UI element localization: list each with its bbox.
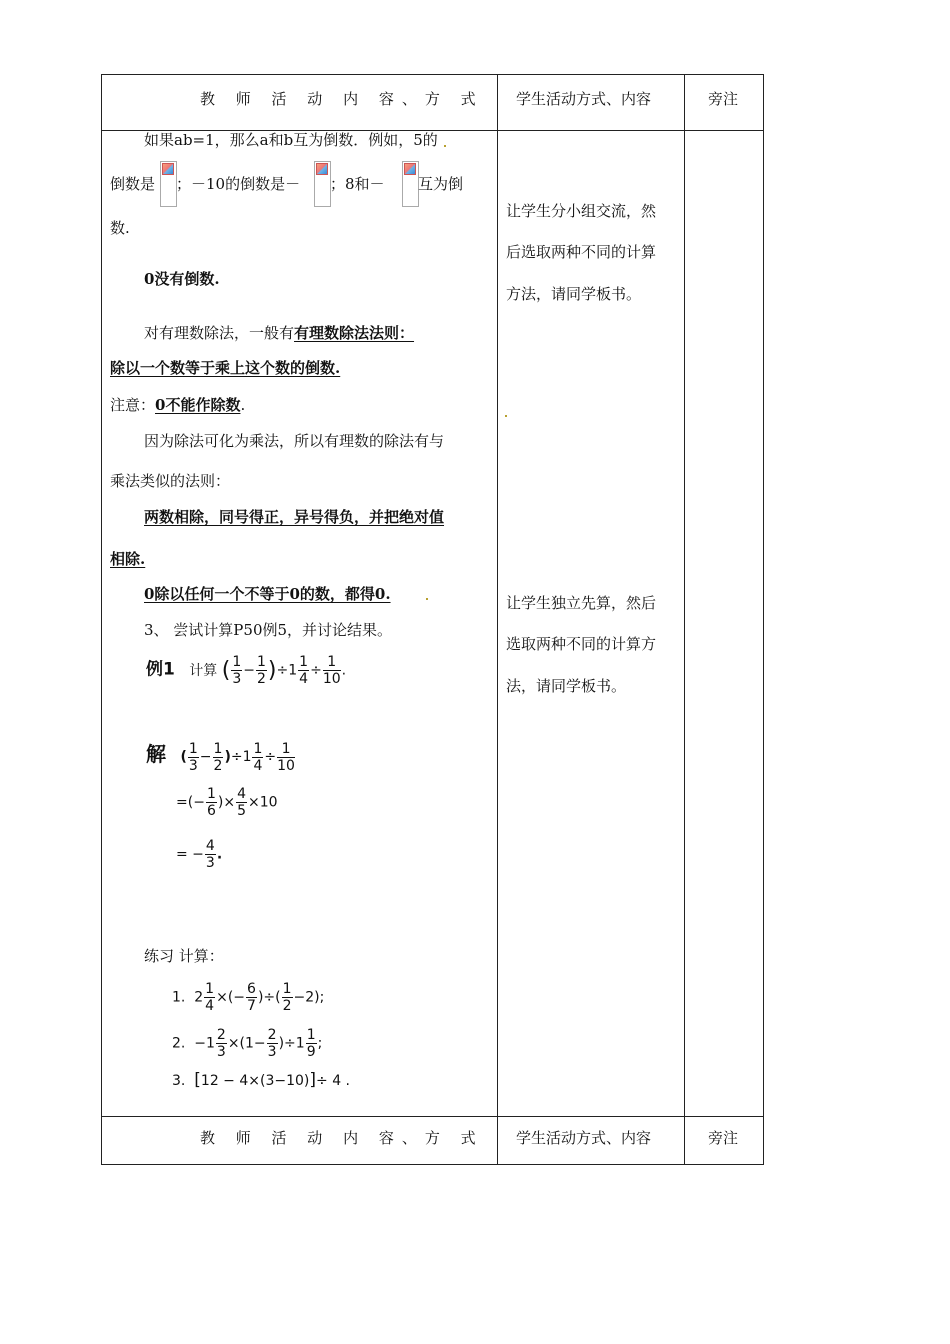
reciprocal-example-c: ；8和－ — [330, 175, 385, 193]
zero-no-reciprocal: 0没有倒数. — [144, 270, 220, 288]
artifact-dot — [426, 598, 428, 600]
practice-problem-1: 1. 2 $\frac{1}{4}$ ×(− $\frac{6}{7}$ )÷( $\frac{1}{2}$ −2); — [172, 981, 325, 1014]
footer-row-divider — [102, 1116, 763, 1117]
reciprocal-example-d: 互为倒 — [418, 175, 464, 193]
try-example-instruction: 3、 尝试计算P50例5，并讨论结果。 — [144, 621, 393, 639]
student-note-1-line3: 方法，请同学板书。 — [506, 285, 642, 303]
sign-rule-line2: 相除. — [110, 550, 146, 568]
example-label: 例1 — [146, 659, 175, 680]
division-rule-title: 有理数除法法则： — [294, 324, 415, 342]
header-side-notes: 旁注 — [708, 90, 739, 108]
column-divider-2 — [684, 75, 685, 1164]
reciprocal-example-end: 数. — [110, 219, 130, 237]
reciprocal-example-b: ；－10的倒数是－ — [176, 175, 301, 193]
division-rule: 除以一个数等于乘上这个数的倒数. — [110, 359, 341, 377]
solution-line-1: 解 ( $\frac{1}{3}$ − $\frac{1}{2}$ )÷1 $\frac{1}{4}$ ÷ $\frac{1}{10}$ — [146, 740, 295, 774]
header-student-activity: 学生活动方式、内容 — [516, 90, 652, 108]
similar-rule-line1: 因为除法可化为乘法，所以有理数的除法有与 — [144, 432, 445, 450]
broken-image-icon — [316, 163, 328, 175]
student-note-2-line2: 选取两种不同的计算方 — [506, 635, 657, 653]
footer-teacher-activity: 教 师 活 动 内 容、方 式 — [200, 1129, 484, 1147]
practice-problem-2: 2. −1 $\frac{2}{3}$ ×(1− $\frac{2}{3}$ )÷1 $\frac{1}{9}$ ; — [172, 1027, 323, 1060]
zero-division-rule: 0除以任何一个不等于0的数，都得0. — [144, 585, 391, 603]
similar-rule-line2: 乘法类似的法则： — [110, 472, 231, 490]
division-intro — [144, 323, 414, 343]
sign-rule-line1: 两数相除，同号得正，异号得负，并把绝对值 — [144, 508, 445, 526]
note-line — [110, 395, 245, 415]
fraction-image-placeholder-1 — [160, 161, 177, 207]
reciprocal-definition: 如果ab=1，那么a和b互为倒数．例如，5的 — [144, 131, 438, 149]
reciprocal-example-a: 倒数是 — [110, 175, 156, 193]
solution-line-3: = − $\frac{4}{3}$ . — [176, 838, 223, 871]
header-teacher-activity: 教 师 活 动 内 容、方 式 — [200, 90, 484, 108]
note-end: . — [240, 396, 246, 414]
example-1: 例1 计算 ( $\frac{1}{3}$ − $\frac{1}{2}$ )÷1 $\frac{1}{4}$ ÷ $\frac{1}{10}$ . — [146, 654, 347, 687]
student-note-1-line2: 后选取两种不同的计算 — [506, 243, 657, 261]
example-compute-label: 计算 — [189, 662, 218, 679]
fraction-image-placeholder-2 — [314, 161, 331, 207]
student-note-2-line1: 让学生独立先算，然后 — [506, 594, 657, 612]
student-note-1-line1: 让学生分小组交流，然 — [506, 202, 657, 220]
broken-image-icon — [162, 163, 174, 175]
note-label: 注意： — [110, 396, 156, 414]
footer-side-notes: 旁注 — [708, 1129, 739, 1147]
practice-problem-3: 3. [12 − 4×(3−10)]÷ 4 . — [172, 1070, 351, 1090]
solution-line-2: =(− $\frac{1}{6}$ )× $\frac{4}{5}$ ×10 — [176, 786, 278, 819]
practice-heading: 练习 计算： — [144, 947, 224, 965]
broken-image-icon — [404, 163, 416, 175]
footer-student-activity: 学生活动方式、内容 — [516, 1129, 652, 1147]
student-note-2-line3: 法，请同学板书。 — [506, 677, 627, 695]
solution-label: 解 — [146, 742, 166, 766]
fraction-image-placeholder-3 — [402, 161, 419, 207]
division-intro-text: 对有理数除法，一般有 — [144, 324, 295, 342]
column-divider-1 — [497, 75, 498, 1164]
artifact-dot — [505, 415, 507, 417]
artifact-dot — [444, 145, 446, 147]
note-text: 0不能作除数 — [155, 396, 241, 414]
